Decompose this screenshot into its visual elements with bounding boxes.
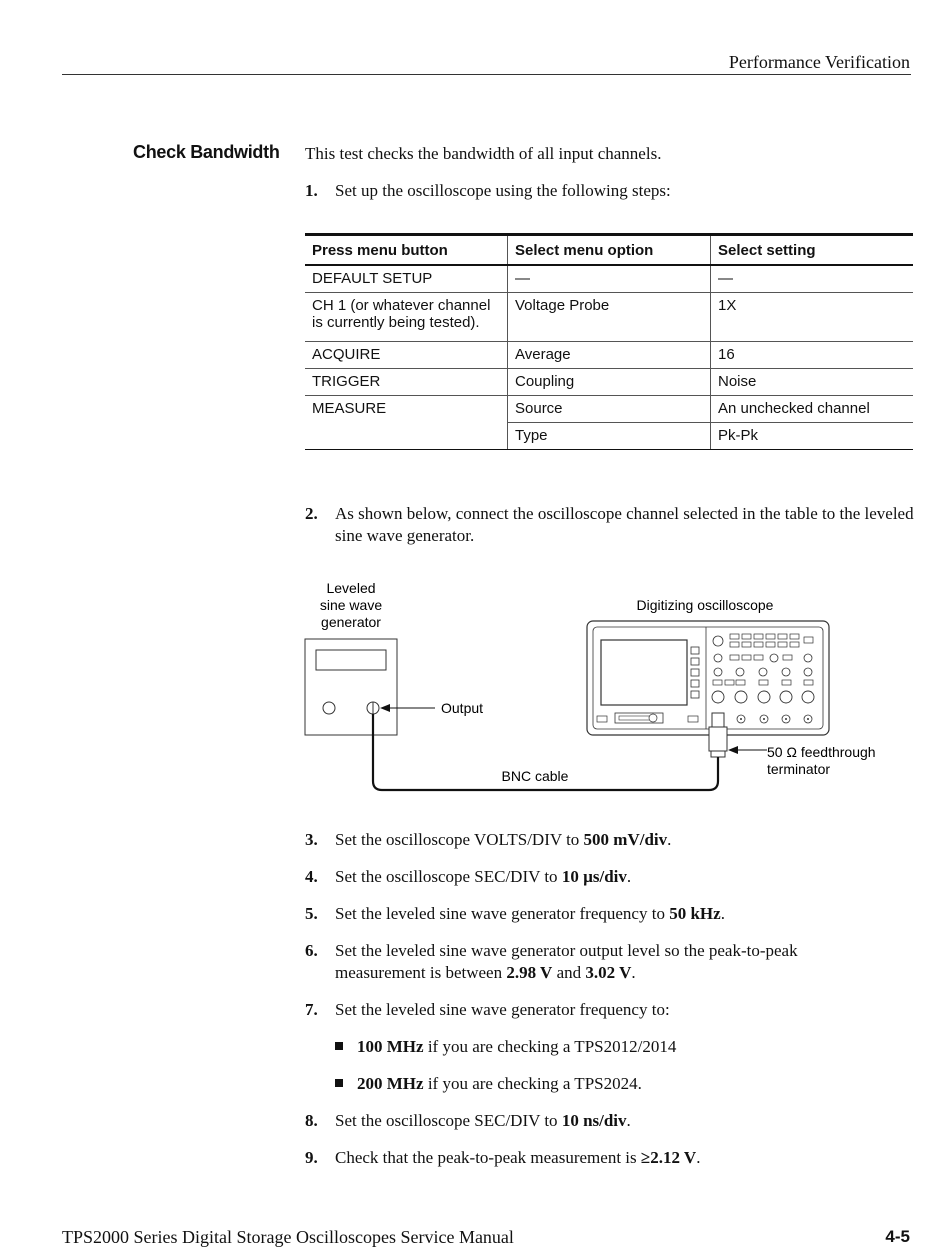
step-text-mid: and (552, 963, 586, 982)
step-number: 8. (305, 1111, 318, 1130)
step-text: Check that the peak-to-peak measurement is (335, 1148, 641, 1167)
step-text: Set the leveled sine wave generator output level so the peak-to-peak measurement is between (335, 941, 798, 982)
connection-diagram (295, 575, 895, 805)
bullet-item (335, 1036, 676, 1058)
section-intro: This test checks the bandwidth of all input channels. (305, 144, 662, 163)
table-header-cell: Press menu button (305, 235, 508, 266)
table-cell: TRIGGER (305, 369, 508, 396)
generator-label: generator (321, 614, 381, 630)
terminator-label: terminator (767, 761, 831, 777)
step-text: As shown below, connect the oscilloscope channel selected in the table to the leveled sine wave generator. (335, 504, 914, 545)
table-header-cell: Select menu option (508, 235, 711, 266)
step-value: 500 mV/div (583, 830, 668, 849)
step-value: 2.98 V (506, 963, 553, 982)
bullet-square-icon (335, 1079, 343, 1087)
table-row (305, 293, 913, 342)
table-row (305, 396, 913, 423)
step-7 (305, 999, 915, 1021)
step-number: 1. (305, 181, 318, 200)
step-text-end: . (626, 867, 632, 886)
table-cell: ACQUIRE (305, 342, 508, 369)
step-text: Set the oscilloscope VOLTS/DIV to (335, 830, 584, 849)
table-cell: — (508, 265, 711, 293)
step-5 (305, 903, 915, 925)
table-row (305, 369, 913, 396)
running-header: Performance Verification (728, 52, 910, 72)
section-heading: Check Bandwidth (133, 142, 280, 162)
table-cell: Noise (711, 369, 914, 396)
step-value: 10 ns/div (561, 1111, 627, 1130)
terminator-label: 50 Ω feedthrough (767, 744, 876, 760)
step-value: ≥2.12 V (640, 1148, 697, 1167)
step-number: 5. (305, 904, 318, 923)
step-3 (305, 829, 915, 851)
output-label: Output (441, 700, 484, 716)
footer-title: TPS2000 Series Digital Storage Oscilloscopes Service Manual (62, 1227, 514, 1247)
step-9 (305, 1147, 915, 1169)
step-text-end: . (696, 1148, 701, 1167)
step-text-end: . (626, 1111, 631, 1130)
digitizing-oscilloscope (587, 621, 829, 735)
step-text-end: . (631, 963, 636, 982)
table-cell: DEFAULT SETUP (305, 265, 508, 293)
cable-label: BNC cable (501, 768, 569, 784)
step-value: 3.02 V (585, 963, 632, 982)
step-number: 7. (305, 1000, 318, 1019)
bullet-value: 100 MHz (357, 1037, 424, 1056)
table-cell: 16 (711, 342, 914, 369)
step-text: Set the oscilloscope SEC/DIV to (335, 1111, 562, 1130)
table-cell: Coupling (508, 369, 711, 396)
page-number: 4-5 (885, 1227, 910, 1246)
generator-label: sine wave (319, 597, 383, 613)
step-2 (305, 503, 915, 547)
step-4 (305, 866, 915, 888)
step-number: 9. (305, 1148, 318, 1167)
step-6 (305, 940, 915, 984)
bullet-text: if you are checking a TPS2024. (423, 1074, 642, 1093)
step-value: 10 µs/div (561, 867, 627, 886)
setup-table (305, 233, 913, 450)
step-text-end: . (720, 904, 725, 923)
step-number: 3. (305, 830, 318, 849)
table-header-cell: Select setting (711, 235, 914, 266)
table-cell: Type (508, 423, 711, 450)
sine-wave-generator (305, 639, 397, 735)
table-row (305, 342, 913, 369)
table-cell: — (711, 265, 914, 293)
step-text-end: . (667, 830, 672, 849)
table-header-row (305, 235, 913, 266)
step-text: Set the oscilloscope SEC/DIV to (335, 867, 562, 886)
step-text: Set up the oscilloscope using the following steps: (335, 181, 671, 200)
step-value: 50 kHz (669, 904, 721, 923)
bullet-square-icon (335, 1042, 343, 1050)
bullet-text: if you are checking a TPS2012/2014 (423, 1037, 677, 1056)
table-cell: Source (508, 396, 711, 423)
generator-label: Leveled (326, 580, 376, 596)
table-cell: MEASURE (305, 396, 508, 450)
table-cell: Average (508, 342, 711, 369)
step-number: 4. (305, 867, 318, 886)
table-cell: An unchecked channel (711, 396, 914, 423)
scope-label: Digitizing oscilloscope (636, 597, 774, 613)
step-1 (305, 180, 915, 202)
table-cell: 1X (711, 293, 914, 342)
step-8 (305, 1110, 915, 1132)
table-cell: CH 1 (or whatever channel is currently being tested). (305, 293, 508, 342)
table-row (305, 265, 913, 293)
header-rule (62, 74, 911, 75)
table-cell: Voltage Probe (508, 293, 711, 342)
step-number: 6. (305, 941, 318, 960)
bullet-value: 200 MHz (357, 1074, 424, 1093)
step-number: 2. (305, 504, 318, 523)
step-text: Set the leveled sine wave generator frequency to: (335, 1000, 670, 1019)
step-text: Set the leveled sine wave generator frequency to (335, 904, 670, 923)
feedthrough-terminator (709, 713, 727, 757)
bullet-item (335, 1073, 642, 1095)
table-cell: Pk-Pk (711, 423, 914, 450)
